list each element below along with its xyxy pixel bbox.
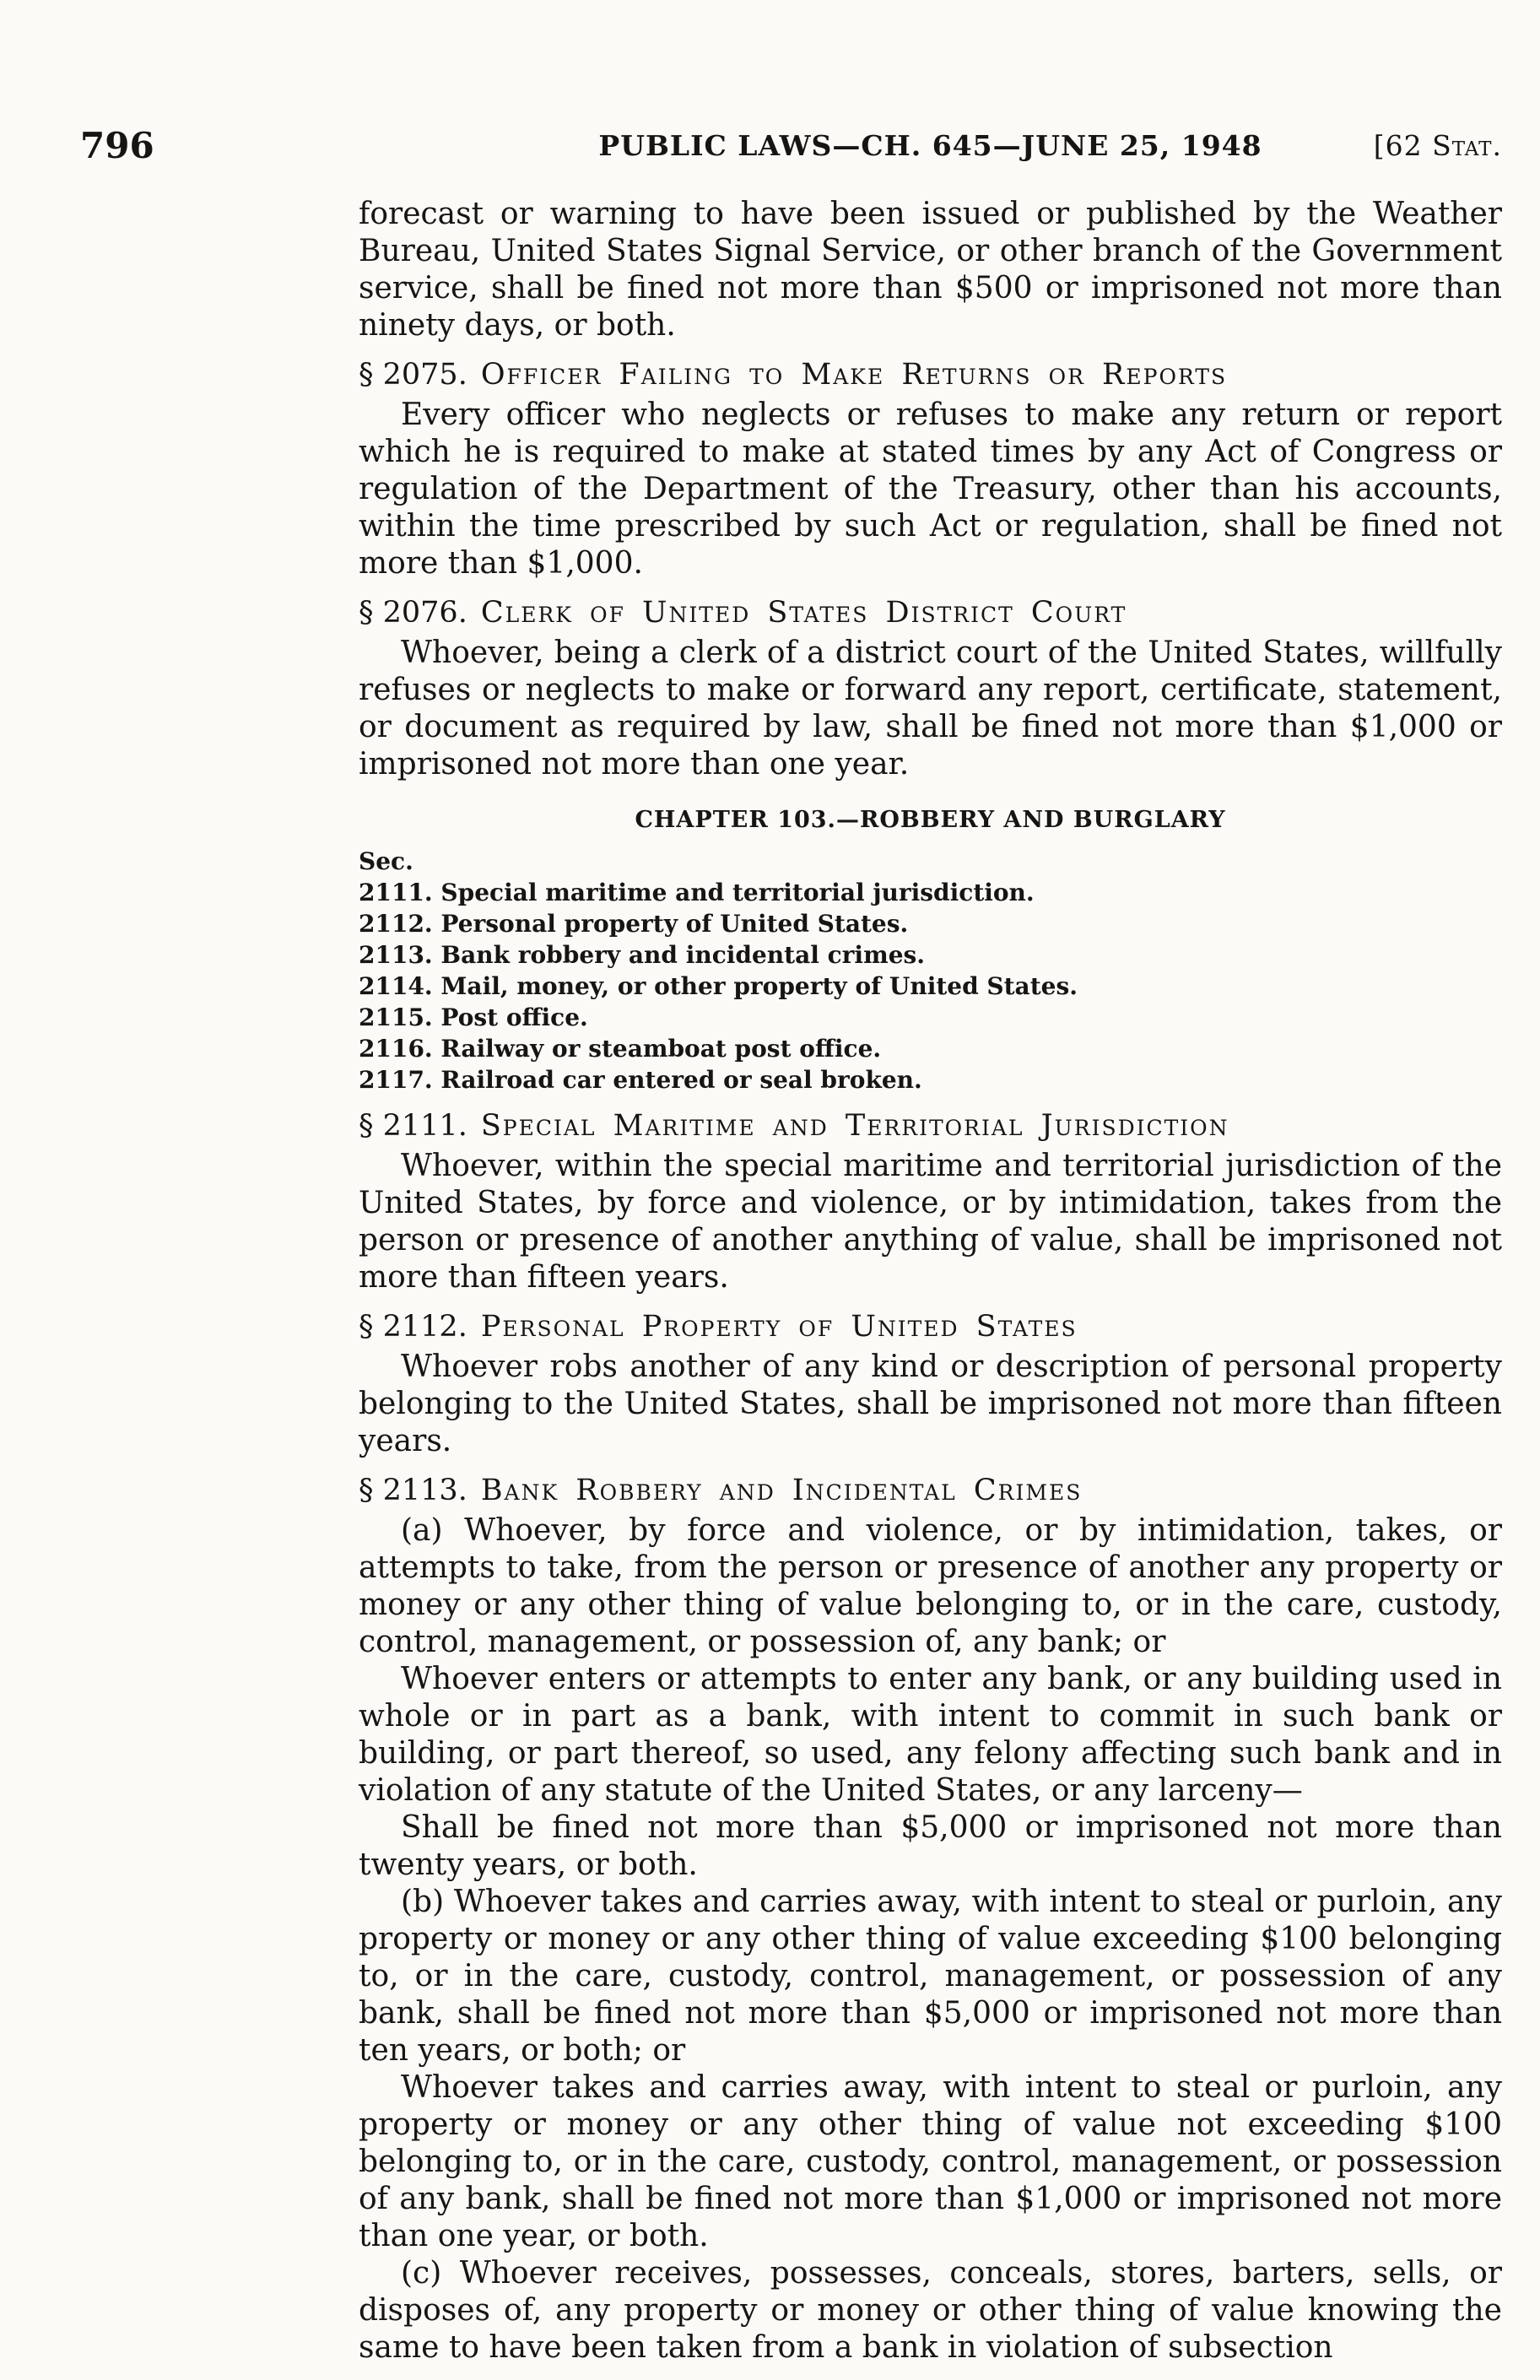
section-2112-body: Whoever robs another of any kind or description of personal property belonging to the United States, shall be imprisoned not more than fifteen years. (359, 1350, 1502, 1458)
section-heading-2113 (359, 1472, 1502, 1509)
section-2075-body: Every officer who neglects or refuses to make any return or report which he is required to make at stated times by any Act of Congress or regulation of the Department of the Treasury, other than his accounts, within the time prescribed by such Act or regulation, shall be fined not more than $1,000. (359, 398, 1502, 581)
continuation-paragraph: forecast or warning to have been issued or published by the Weather Bureau, United States Signal Service, or other branch of the Government service, shall be fined not more than $500 or imprisoned not more than ninety days, or both. (359, 197, 1502, 343)
section-2113-paragraph: Whoever takes and carries away, with intent to steal or purloin, any property or money or any other thing of value not exceeding $100 belonging to, or in the care, custody, control, management, or possession of any bank, shall be fined not more than $1,000 or imprisoned not more than one year, or both. (359, 2070, 1502, 2253)
section-2113-paragraph-a: (a) Whoever, by force and violence, or by intimidation, takes, or attempts to take, from the person or presence of another any property or money or any other thing of value belonging to, or in the care, custody, control, management, or possession of, any bank; or (359, 1513, 1502, 1659)
section-catchline: Bank Robbery and Incidental Crimes (480, 1474, 1083, 1507)
section-heading-2111 (359, 1107, 1502, 1144)
stat-citation: [62 Stat. (1373, 129, 1502, 162)
chapter-heading: CHAPTER 103.—ROBBERY AND BURGLARY (635, 807, 1226, 833)
section-heading-2076 (359, 594, 1502, 631)
running-head (0, 125, 1540, 170)
toc-entry: 2117. Railroad car entered or seal broken. (359, 1066, 922, 1094)
section-number: § 2111. (359, 1109, 467, 1143)
page-number: 796 (80, 125, 154, 166)
toc-entry: 2115. Post office. (359, 1003, 588, 1031)
section-heading-2075 (359, 356, 1502, 393)
section-2111-body: Whoever, within the special maritime and territorial jurisdiction of the United States, by force and violence, or by intimidation, takes from the person or presence of another anything of value, shall be imprisoned not more than fifteen years. (359, 1149, 1502, 1295)
section-number: § 2076. (359, 596, 467, 630)
statute-text-column (359, 196, 1502, 2366)
section-2076-body: Whoever, being a clerk of a district court of the United States, willfully refuses or neglects to make or forward any report, certificate, statement, or document as required by law, shall be fined not more than $1,000 or imprisoned not more than one year. (359, 636, 1502, 782)
toc-entry: 2112. Personal property of United States. (359, 910, 909, 938)
section-number: § 2113. (359, 1474, 467, 1507)
section-catchline: Personal Property of United States (480, 1310, 1078, 1344)
section-2113-paragraph-c: (c) Whoever receives, possesses, conceals, stores, barters, sells, or disposes of, any property or money or other thing of value knowing the same to have been taken from a bank in violation of subsection (359, 2256, 1502, 2365)
section-number: § 2075. (359, 358, 467, 392)
toc-label: Sec. (359, 847, 413, 875)
section-number: § 2112. (359, 1310, 467, 1344)
toc-entry: 2114. Mail, money, or other property of United States. (359, 972, 1078, 1000)
toc-entry: 2111. Special maritime and territorial jurisdiction. (359, 879, 1035, 906)
section-heading-2112 (359, 1308, 1502, 1345)
chapter-toc (359, 846, 1502, 1095)
section-catchline: Clerk of United States District Court (480, 596, 1127, 630)
section-2113-paragraph-b: (b) Whoever takes and carries away, with intent to steal or purloin, any property or money or any other thing of value exceeding $100 belonging to, or in the care, custody, control, management, or possession of any bank, shall be fined not more than $5,000 or imprisoned not more than ten years, or both; or (359, 1885, 1502, 2068)
section-catchline: Special Maritime and Territorial Jurisdiction (480, 1109, 1229, 1143)
toc-entry: 2116. Railway or steamboat post office. (359, 1035, 882, 1063)
section-catchline: Officer Failing to Make Returns or Reports (480, 358, 1228, 392)
section-2113-paragraph: Shall be fined not more than $5,000 or imprisoned not more than twenty years, or both. (359, 1810, 1502, 1882)
toc-entry: 2113. Bank robbery and incidental crimes. (359, 941, 926, 969)
section-2113-paragraph: Whoever enters or attempts to enter any bank, or any building used in whole or in part as a bank, with intent to commit in such bank or building, or part thereof, so used, any felony affecting such bank and in violation of any statute of the United States, or any larceny— (359, 1662, 1502, 1808)
running-title: PUBLIC LAWS—CH. 645—JUNE 25, 1948 (598, 129, 1262, 162)
